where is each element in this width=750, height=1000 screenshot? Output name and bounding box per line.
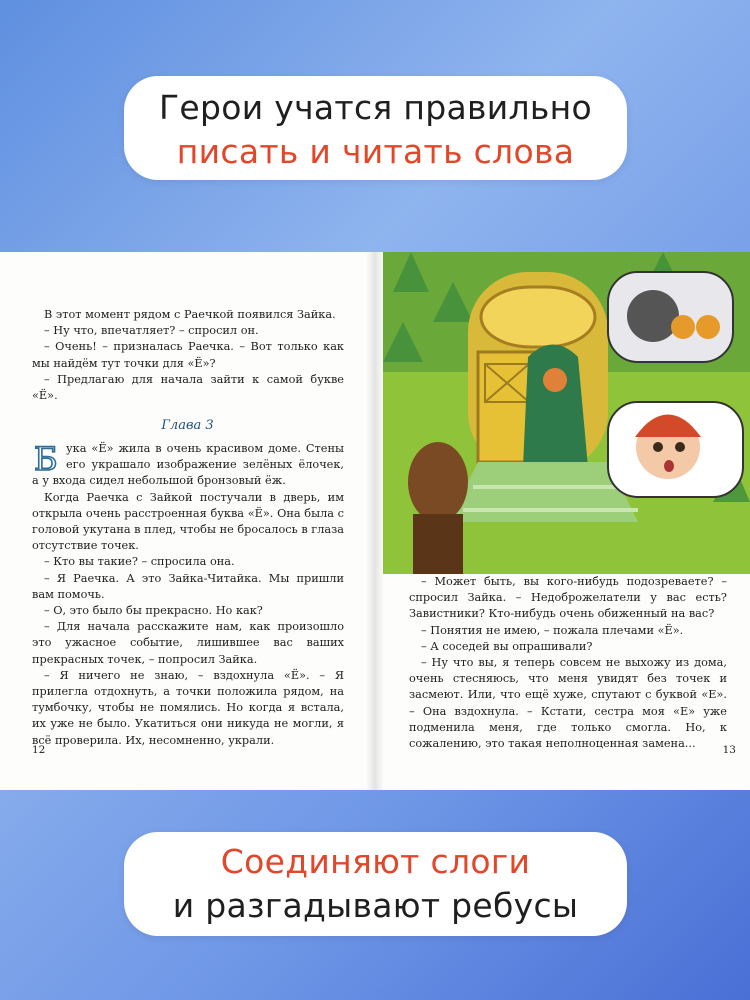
top-caption-bubble bbox=[124, 76, 627, 180]
page-number-left: 12 bbox=[32, 744, 46, 756]
left-page bbox=[0, 252, 375, 790]
bottom-caption-bubble bbox=[124, 832, 627, 936]
page-number-right: 13 bbox=[722, 744, 736, 756]
bottom-caption-line2: и разгадывают ребусы bbox=[172, 886, 579, 925]
dropcap-glyph: Б bbox=[34, 443, 58, 473]
bottom-caption-line1: Соединяют слоги bbox=[220, 842, 531, 881]
paragraph: В этот момент рядом с Раечкой появился Зайка. bbox=[44, 308, 336, 321]
paragraph: – Я Раечка. А это Зайка-Читайка. Мы пришли вам помочь. bbox=[32, 571, 344, 601]
book-spread bbox=[0, 252, 750, 790]
paragraph: – О, это было бы прекрасно. Но как? bbox=[44, 604, 263, 618]
paragraph: – Предлагаю для начала зайти к самой букве «Ё». bbox=[32, 372, 344, 403]
paragraph: – Ну что, впечатляет? – спросил он. bbox=[44, 324, 259, 338]
paragraph: – Может быть, вы кого-нибудь подозреваете? – спросил Зайка. – Недоброжелатели у вас есть? Завистники? Кто-нибудь очень обиженный на вас? bbox=[409, 575, 727, 621]
paragraph: – Я ничего не знаю, – вздохнула «Ё». – Я прилегла отдохнуть, а точки положила рядом, на тумбочку, чтобы не помялись. Но когда я встала, их уже не было. Укатиться они никуда не могли, я всё проверила. Их, несомненно, украли. bbox=[32, 668, 344, 747]
top-caption-line1: Герои учатся правильно bbox=[158, 88, 592, 127]
intro-text bbox=[32, 307, 344, 404]
paragraph: ука «Ё» жила в очень красивом доме. Стены его украшало изображение зелёных ёлочек, а у входа сидел небольшой бронзовый ёж. bbox=[32, 442, 344, 488]
paragraph: – А соседей вы опрашивали? bbox=[421, 639, 593, 653]
chapter-title: Глава 3 bbox=[161, 418, 214, 433]
book-gutter bbox=[366, 252, 384, 790]
dropcap-letter bbox=[32, 443, 62, 473]
chapter-text bbox=[32, 441, 344, 749]
right-page bbox=[375, 252, 750, 790]
story-illustration bbox=[383, 252, 750, 574]
paragraph: – Ну что вы, я теперь совсем не выхожу из дома, очень стесняюсь, что меня увидят без точек и засмеют. Или, что ещё хуже, спутают с буквой «Е». – Она вздохнула. – Кстати, сестра моя «Е» уже подменила меня, где только смогла. Но, к сожалению, это такая неполноценная замена... bbox=[409, 656, 727, 751]
top-caption-line2: писать и читать слова bbox=[176, 132, 575, 171]
paragraph: Когда Раечка с Зайкой постучали в дверь, им открыла очень расстроенная буква «Ё». Она была с головой укутана в плед, чтобы не бросалось в глаза отсутствие точек. bbox=[32, 490, 344, 553]
paragraph: – Понятия не имею, – пожала плечами «Ё». bbox=[421, 623, 684, 637]
right-page-text bbox=[409, 574, 727, 752]
paragraph: – Кто вы такие? – спросила она. bbox=[44, 555, 235, 569]
paragraph: – Очень! – призналась Раечка. – Вот только как мы найдём тут точки для «Ё»? bbox=[32, 340, 344, 370]
paragraph: – Для начала расскажите нам, как произошло это ужасное событие, лишившее вас ваших прекрасных точек, – попросил Зайка. bbox=[32, 620, 344, 666]
